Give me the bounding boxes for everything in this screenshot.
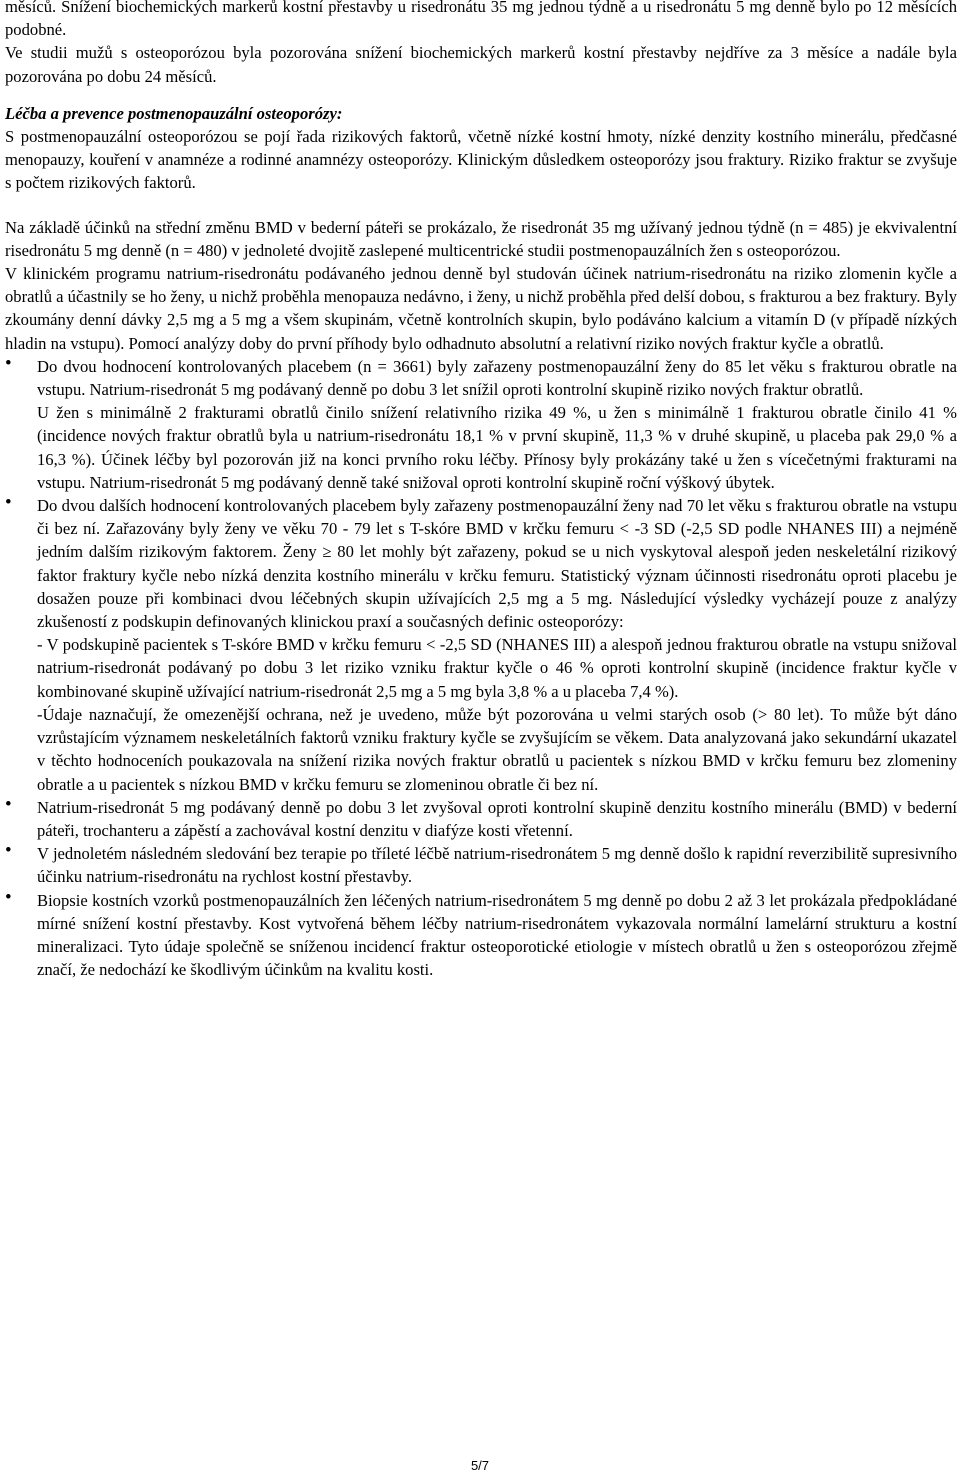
bullet-item-2-para-1: • Do dvou dalších hodnocení kontrolovaných placebem byly zařazeny postmenopauzální ženy nad 70 let věku s frakturou obratle na vstupu či bez ní. Zařazovány byly ženy ve věku 70 - 79 let s T-skóre BMD v krčku femuru < -3 SD (-2,5 SD podle NHANES III) a nejméně jedním dalším rizikovým faktorem. Ženy ≥ 80 let mohly být zařazeny, pokud se u nich vyskytoval alespoň jeden neskeletální rizikový faktor fraktury kyčle nebo nízká denzita kostního minerálu v krčku femuru. Statistický význam účinnosti risedronátu oproti placebu je dosažen pouze při kombinaci dvou léčebných skupin užívajících 2,5 mg a 5 mg. Následující výsledky vycházejí pouze z analýzy zkušeností z podskupin definovaných klinickou praxí a současných definic osteoporózy: [37,496,957,632]
bullet-item-2 [5,494,957,796]
section-paragraph-3: V klinickém programu natrium-risedronátu podávaného jednou denně byl studován účinek natrium-risedronátu na riziko zlomenin kyčle a obratlů a účastnily se ho ženy, u nichž proběhla menopauza nedávno, i ženy, u nichž proběhla před delší dobou, s frakturou a bez fraktury. Byly zkoumány denní dávky 2,5 mg a 5 mg a všem skupinám, včetně kontrolních skupin, bylo podáváno kalcium a vitamín D (v případě nízkých hladin na vstupu). Pomocí analýzy doby do první příhody bylo odhadnuto absolutní a relativní riziko nových fraktur kyčle a obratlů. [5,264,957,353]
bullet-item-4 [5,842,957,888]
bullet-item-3 [5,796,957,842]
intro-paragraph-1: měsíců. Snížení biochemických markerů kostní přestavby u risedronátu 35 mg jednou týdně a u risedronátu 5 mg denně bylo po 12 měsících podobné. [5,0,957,40]
section-heading: Léčba a prevence postmenopauzální osteoporózy: [5,103,343,123]
bullet-item-4-text: • V jednoletém následném sledování bez terapie po tříleté léčbě natrium-risedronátem 5 mg denně došlo k rapidní reverzibilitě supresivního účinku natrium-risedronátu na rychlost kostní přestavby. [37,844,957,887]
section-paragraph-2: Na základě účinků na střední změnu BMD v bederní páteři se prokázalo, že risedronát 35 mg užívaný jednou týdně (n = 485) je ekvivalentní risedronátu 5 mg denně (n = 480) v jednoleté dvojitě zaslepené multicentrické studii postmenopauzálních žen s osteoporózou. [5,217,957,260]
bullet-item-1-para-1: • Do dvou hodnocení kontrolovaných placebem (n = 3661) byly zařazeny postmenopauzální ženy do 85 let věku s frakturou obratle na vstupu. Natrium-risedronát 5 mg podávaný denně po dobu 3 let snížil oproti kontrolní skupině riziko nových fraktur obratlů. [37,356,957,400]
bullet-item-3-text: • Natrium-risedronát 5 mg podávaný denně po dobu 3 let zvyšoval oproti kontrolní skupině denzitu kostního minerálu (BMD) v bederní páteři, trochanteru a zápěstí a zachovával kostní denzitu v diafýze kosti vřetenní. [37,797,957,840]
bullet-list-outcomes [5,796,957,982]
bullet-list-studies [5,355,957,796]
bullet-item-2-para-2: - V podskupině pacientek s T-skóre BMD v krčku femuru < -2,5 SD (NHANES III) a alespoň jednou frakturou obratle na vstupu snižoval natrium-risedronát podávaný po dobu 3 let riziko vzniku fraktur kyčle o 46 % oproti kontrolní skupině (incidence fraktur kyčle v kombinované skupině užívající natrium-risedronát 2,5 mg a 5 mg byla 3,8 % a u placeba 7,4 %). [37,635,957,701]
section-paragraph-1: S postmenopauzální osteoporózou se pojí řada rizikových faktorů, včetně nízké kostní hmoty, nízké denzity kostního minerálu, předčasné menopauzy, kouření v anamnéze a rodinné anamnézy osteoporózy. Klinickým důsledkem osteoporózy jsou fraktury. Riziko fraktur se zvyšuje s počtem rizikových faktorů. [5,127,957,193]
intro-paragraph-2: Ve studii mužů s osteoporózou byla pozorována snížení biochemických markerů kostní přestavby nejdříve za 3 měsíce a nadále byla pozorována po dobu 24 měsíců. [5,43,957,86]
bullet-item-1 [5,355,957,494]
bullet-item-5-text: • Biopsie kostních vzorků postmenopauzálních žen léčených natrium-risedronátem 5 mg denně po dobu 2 až 3 let prokázala předpokládané mírné snížení kostní přestavby. Kost vytvořená během léčby natrium-risedronátem vykazovala normální lamelární strukturu a kostní mineralizaci. Tyto údaje společně se sníženou incidencí fraktur osteoporotické etiologie v místech obratlů u žen s osteoporózou zřejmě značí, že nedochází ke škodlivým účinkům na kvalitu kosti. [37,890,957,980]
bullet-item-1-para-2: U žen s minimálně 2 frakturami obratlů činilo snížení relativního rizika 49 %, u žen s minimálně 1 frakturou obratle činilo 41 % (incidence nových fraktur obratlů byla u natrium-risedronátu 18,1 % v první skupině, 11,3 % v druhé skupině, u placeba pak 29,0 % a 16,3 %). Účinek léčby byl pozorován již na konci prvního roku léčby. Přínosy byly prokázány také u žen s vícečetnými frakturami na vstupu. Natrium-risedronát 5 mg podávaný denně také snižoval oproti kontrolní skupině roční výškový úbytek. [37,403,957,492]
document-page [5,0,957,981]
bullet-item-5 [5,889,957,982]
page-number: 5/7 [470,1458,490,1473]
bullet-item-2-para-3: -Údaje naznačují, že omezenější ochrana, než je uvedeno, může být pozorována u velmi starých osob (> 80 let). To může být dáno vzrůstajícím významem neskeletálních faktorů vzniku fraktury kyčle se zvyšujícím se věkem. Data analyzovaná jako sekundární ukazatel v těchto hodnoceních poukazovala na snížení rizika nových fraktur obratlů u pacientek s nízkou BMD v krčku femuru bez zlomeniny obratle a u pacientek s nízkou BMD v krčku femuru se zlomeninou obratle či bez ní. [37,704,957,794]
